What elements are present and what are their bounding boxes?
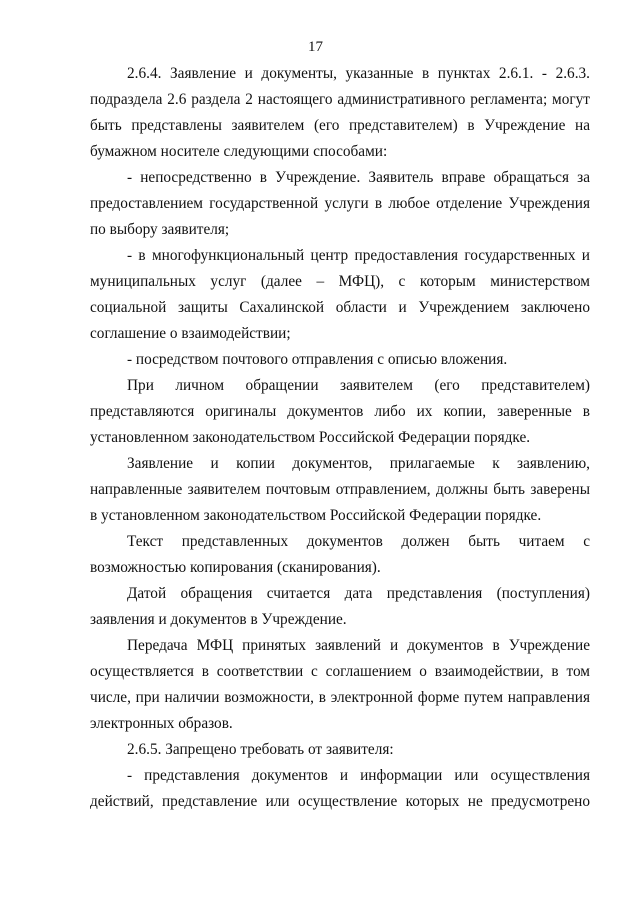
paragraph-personal-visit: При личном обращении заявителем (его представителем) представляются оригиналы документов либо их копии, заверенные в установленном законодательством Российской Федерации порядке. [90, 377, 590, 446]
paragraph-application-date: Датой обращения считается дата представления (поступления) заявления и документов в Учреждение. [90, 585, 590, 628]
paragraph-prohibited-requirements: - представления документов и информации или осуществления действий, представление или осуществление которых не предусмотрено [90, 767, 590, 810]
paragraph-postal-submission: - посредством почтового отправления с описью вложения. [127, 351, 508, 368]
paragraph-mfc-transfer: Передача МФЦ принятых заявлений и документов в Учреждение осуществляется в соответствии с соглашением о взаимодействии, в том числе, при наличии возможности, в электронной форме путем направления электронных образов. [90, 637, 590, 732]
paragraph-postal-copies: Заявление и копии документов, прилагаемые к заявлению, направленные заявителем почтовым отправлением, должны быть заверены в установленном законодательством Российской Федерации порядке. [90, 455, 590, 524]
paragraph-2-6-5: 2.6.5. Запрещено требовать от заявителя: [127, 741, 394, 758]
paragraph-mfc-submission: - в многофункциональный центр предоставления государственных и муниципальных услуг (далее – МФЦ), с которым министерством социальной защиты Сахалинской области и Учреждением заключено соглашение о взаимодействии; [90, 247, 590, 342]
paragraph-2-6-4: 2.6.4. Заявление и документы, указанные в пунктах 2.6.1. - 2.6.3. подраздела 2.6 раздела 2 настоящего административного регламента; могут быть представлены заявителем (его представителем) в Учреждение на бумажном носителе следующими способами: [90, 65, 590, 160]
document-body [90, 61, 590, 815]
paragraph-readable-text: Текст представленных документов должен быть читаем с возможностью копирования (сканирования). [90, 533, 590, 576]
paragraph-direct-submission: - непосредственно в Учреждение. Заявитель вправе обращаться за предоставлением государственной услуги в любое отделение Учреждения по выбору заявителя; [90, 169, 590, 238]
page-number: 17 [308, 39, 323, 55]
